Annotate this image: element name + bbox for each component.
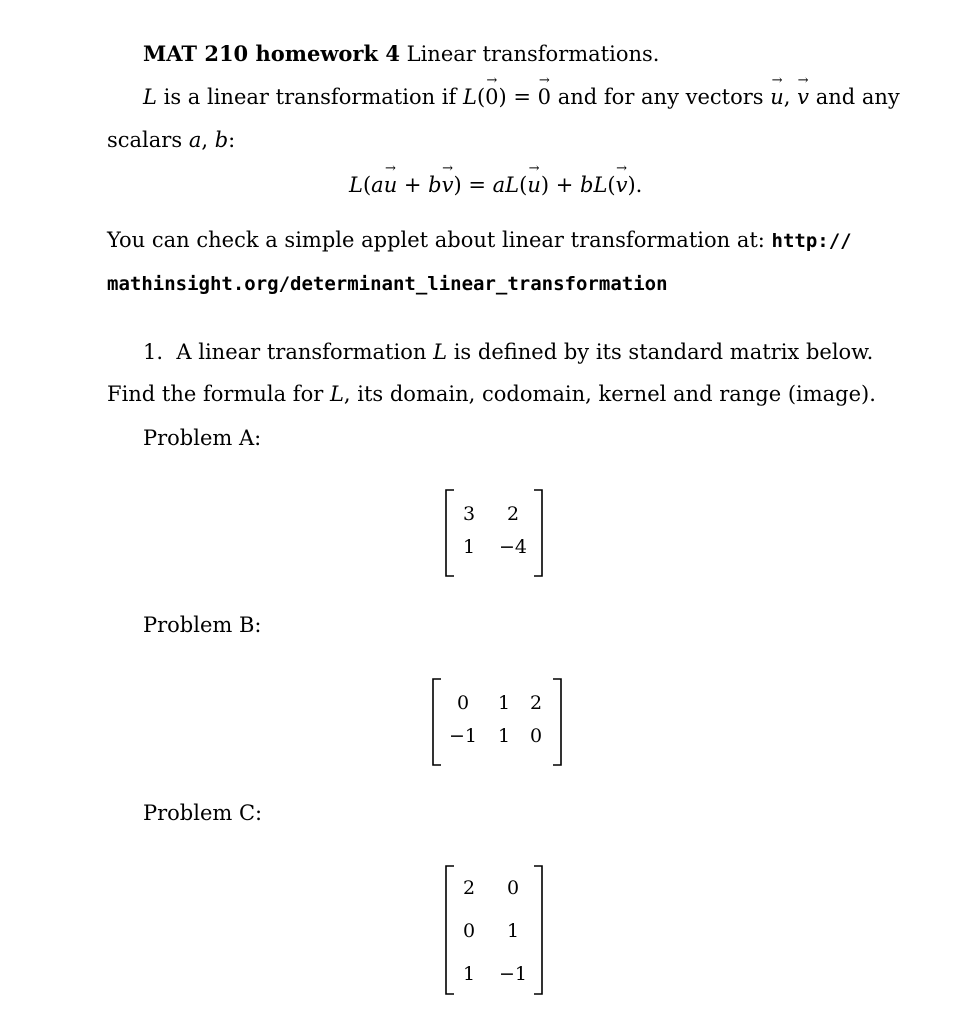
matrix-cell: −4	[498, 536, 527, 558]
definition-text: and any	[815, 85, 900, 109]
scalar-b: b	[214, 128, 229, 152]
question-line-1	[143, 342, 873, 363]
matrix-cell: 0	[456, 692, 470, 714]
question-number: 1.	[143, 340, 164, 364]
matrix-c	[444, 864, 544, 996]
problem-a-label: Problem A:	[143, 426, 262, 450]
matrix-cell: 1	[497, 725, 511, 747]
symbol-L: L	[143, 85, 157, 109]
scalar-a: a	[371, 173, 384, 197]
symbol-L: L	[329, 382, 344, 406]
matrix-cell: 0	[529, 725, 543, 747]
question-text: A linear transformation	[176, 340, 427, 364]
applet-text: You can check a simple applet about linear transformation at:	[107, 228, 765, 252]
matrix-cell: 2	[462, 877, 476, 899]
definition-line-1: L is a linear transformation if L(→ 0) = → 0 and for any vectors → u, → v and any	[143, 87, 900, 108]
linearity-equation: L(a→ u + b→ v) = aL(→ u) + bL(→ v).	[349, 175, 642, 196]
zero-vector: → 0	[485, 87, 498, 108]
matrix-brackets	[444, 488, 544, 578]
applet-url-link[interactable]: mathinsight.org/determinant_linear_transformation	[107, 273, 668, 295]
matrix-cell: 3	[462, 503, 476, 525]
scalar-a: a	[492, 173, 506, 197]
matrix-cell: 1	[506, 920, 520, 942]
applet-url-link[interactable]: http://	[771, 230, 852, 252]
vector-v: → v	[616, 175, 628, 196]
matrix-cell: 1	[462, 536, 476, 558]
matrix-cell: 1	[462, 963, 476, 985]
vector-v: → v	[797, 87, 809, 108]
matrix-cell: 0	[462, 920, 476, 942]
definition-text: and for any vectors	[557, 85, 764, 109]
applet-line	[107, 230, 852, 251]
scalar-b: b	[428, 173, 442, 197]
matrix-cell: 1	[497, 692, 511, 714]
symbol-L: L	[349, 173, 363, 197]
matrix-b	[431, 677, 563, 767]
question-text: , its domain, codomain, kernel and range (image).	[343, 382, 876, 406]
symbol-L: L	[593, 173, 608, 197]
vector-u: → u	[384, 175, 398, 196]
zero-vector: → 0	[538, 87, 551, 108]
matrix-a	[444, 488, 544, 578]
vector-v: → v	[442, 175, 454, 196]
question-line-2	[107, 384, 876, 405]
vector-u: → u	[527, 175, 541, 196]
symbol-L: L	[433, 340, 448, 364]
matrix-cell: 0	[506, 877, 520, 899]
definition-line-2: scalars a, b:	[107, 128, 236, 152]
matrix-brackets	[431, 677, 563, 767]
title-topic: Linear transformations.	[406, 42, 660, 66]
problem-b-label: Problem B:	[143, 613, 262, 637]
scalar-a: a	[188, 128, 202, 152]
page-title	[143, 43, 659, 65]
symbol-L: L	[463, 85, 477, 109]
scalar-b: b	[580, 173, 594, 197]
scalars-word: scalars	[107, 128, 183, 152]
matrix-cell: 2	[506, 503, 520, 525]
matrix-cell: −1	[448, 725, 477, 747]
question-text: is defined by its standard matrix below.	[453, 340, 874, 364]
problem-c-label: Problem C:	[143, 801, 263, 825]
matrix-cell: 2	[529, 692, 543, 714]
definition-intro: is a linear transformation if	[163, 85, 457, 109]
question-text: Find the formula for	[107, 382, 324, 406]
matrix-cell: −1	[498, 963, 527, 985]
title-course: MAT 210 homework 4	[143, 41, 400, 66]
applet-url-line	[107, 273, 668, 294]
symbol-L: L	[505, 173, 520, 197]
vector-u: → u	[770, 87, 784, 108]
